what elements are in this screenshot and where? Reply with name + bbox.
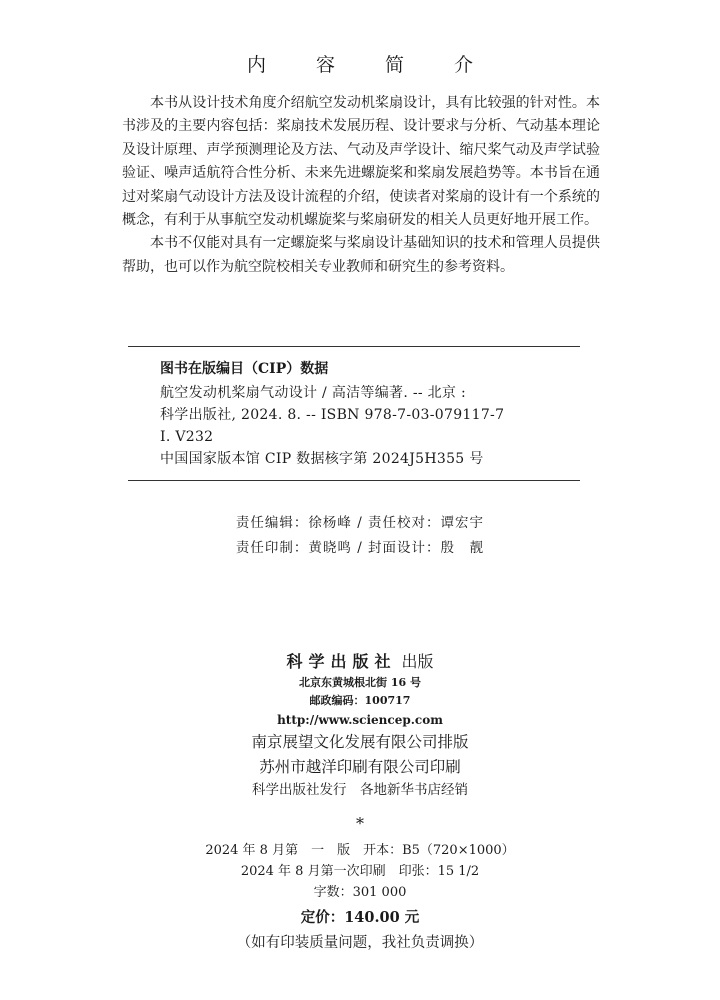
specs-block (0, 840, 720, 955)
publisher-postcode: 邮政编码：100717 (309, 694, 411, 707)
word-count-line: 字数：301 000 (313, 885, 407, 900)
page-title: 内 容 简 介 (246, 54, 496, 76)
imprint-block (0, 650, 720, 837)
publisher-logo: 科学出版社 (286, 652, 397, 671)
cip-line-classification: Ⅰ. V232 (160, 429, 214, 445)
quality-note: （如有印装质量问题，我社负责调换） (236, 935, 484, 951)
cip-block (128, 346, 580, 481)
cip-line-record-number: 中国国家版本馆 CIP 数据核字第 2024J5H355 号 (160, 451, 484, 467)
editors-line-1: 责任编辑：徐杨峰 / 责任校对：谭宏宇 (235, 515, 485, 531)
publisher-line (0, 650, 720, 674)
separator-star: * (356, 814, 364, 833)
cip-top-rule (128, 346, 580, 347)
publisher-suffix: 出版 (401, 652, 434, 671)
typesetter-line: 南京展望文化发展有限公司排版 (251, 733, 469, 751)
cip-heading: 图书在版编目（CIP）数据 (160, 361, 329, 377)
abstract-paragraph-2: 本书不仅能对具有一定螺旋桨与桨扇设计基础知识的技术和管理人员提供帮助，也可以作为航空院校相关专业教师和研究生的参考资料。 (122, 235, 600, 275)
distribution-line: 科学出版社发行 各地新华书店经销 (252, 782, 468, 798)
cip-line-publisher: 科学出版社, 2024. 8. -- ISBN 978-7-03-079117-7 (160, 407, 505, 423)
cip-bottom-rule (128, 480, 580, 481)
publisher-url: http://www.sciencep.com (277, 713, 443, 727)
editors-block (0, 511, 720, 561)
edition-line: 2024 年 8 月第 一 版 开本：B5（720×1000） (205, 843, 515, 858)
price-line: 定价：140.00 元 (300, 909, 420, 926)
abstract-paragraph-1: 本书从设计技术角度介绍航空发动机桨扇设计，具有比较强的针对性。本书涉及的主要内容包括：桨扇技术发展历程、设计要求与分析、气动基本理论及设计原理、声学预测理论及方法、气动及声学设计、缩尺桨气动及声学试验验证、噪声适航符合性分析、未来先进螺旋桨和桨扇发展趋势等。本书旨在通过对桨扇气动设计方法及设计流程的介绍，使读者对桨扇的设计有一个系统的概念，有利于从事航空发动机螺旋桨与桨扇研发的相关人员更好地开展工作。 (122, 95, 600, 229)
cip-line-title: 航空发动机桨扇气动设计 / 高洁等编著. -- 北京 : (160, 385, 466, 401)
editors-line-2: 责任印制：黄晓鸣 / 封面设计：殷 靓 (235, 540, 485, 556)
abstract-section (122, 92, 600, 279)
printing-line: 2024 年 8 月第一次印刷 印张：15 1/2 (240, 864, 480, 879)
publisher-address: 北京东黄城根北街 16 号 (299, 676, 421, 689)
printer-line: 苏州市越洋印刷有限公司印刷 (259, 758, 461, 776)
